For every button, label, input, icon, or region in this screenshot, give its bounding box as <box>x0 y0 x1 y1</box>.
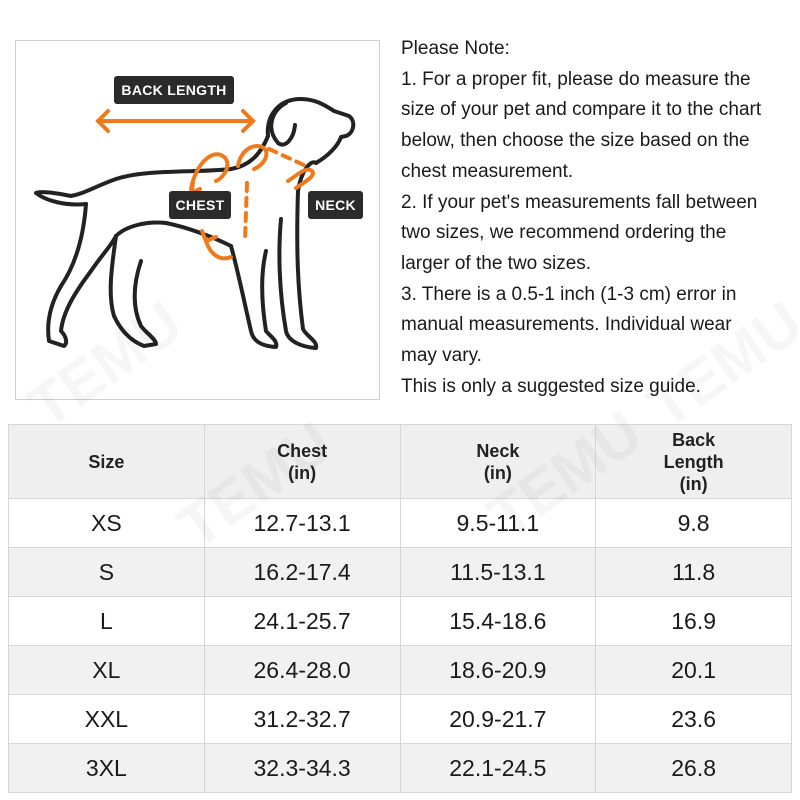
cell-neck: 20.9-21.7 <box>400 695 596 744</box>
cell-neck: 9.5-11.1 <box>400 499 596 548</box>
note-line: manual measurements. Individual wear <box>401 314 732 336</box>
note-line: chest measurement. <box>401 160 574 182</box>
size-chart-table <box>8 424 792 793</box>
cell-size: XXL <box>9 695 205 744</box>
cell-back-length: 26.8 <box>596 744 792 793</box>
table-row <box>9 548 792 597</box>
header-back-length <box>596 425 792 499</box>
cell-neck: 11.5-13.1 <box>400 548 596 597</box>
table-row <box>9 499 792 548</box>
header-unit: (in) <box>483 462 512 483</box>
cell-back-length: 16.9 <box>596 597 792 646</box>
cell-back-length: 23.6 <box>596 695 792 744</box>
cell-chest: 32.3-34.3 <box>204 744 400 793</box>
note-line: 1. For a proper fit, please do measure the <box>401 68 751 90</box>
header-text: Size <box>88 451 125 472</box>
header-text: Chest <box>277 440 328 461</box>
table-row <box>9 695 792 744</box>
note-line: may vary. <box>401 345 482 367</box>
cell-back-length: 9.8 <box>596 499 792 548</box>
table-row <box>9 646 792 695</box>
chest-label: CHEST <box>169 191 231 219</box>
header-text: Back <box>672 429 716 450</box>
note-line: 2. If your pet's measurements fall between <box>401 191 758 213</box>
dog-measurement-diagram <box>15 40 380 400</box>
header-unit: (in) <box>288 462 317 483</box>
note-line: two sizes, we recommend ordering the <box>401 222 727 244</box>
cell-back-length: 20.1 <box>596 646 792 695</box>
cell-neck: 15.4-18.6 <box>400 597 596 646</box>
cell-size: XL <box>9 646 205 695</box>
note-line: This is only a suggested size guide. <box>401 375 701 397</box>
header-text: Neck <box>476 440 520 461</box>
cell-neck: 18.6-20.9 <box>400 646 596 695</box>
back-length-label: BACK LENGTH <box>114 76 234 104</box>
header-neck <box>400 425 596 499</box>
cell-chest: 16.2-17.4 <box>204 548 400 597</box>
note-line: size of your pet and compare it to the chart <box>401 99 762 121</box>
neck-label: NECK <box>308 191 363 219</box>
header-size <box>9 425 205 499</box>
cell-size: S <box>9 548 205 597</box>
cell-chest: 12.7-13.1 <box>204 499 400 548</box>
cell-size: 3XL <box>9 744 205 793</box>
note-line: larger of the two sizes. <box>401 252 592 274</box>
table-row <box>9 597 792 646</box>
note-line: 3. There is a 0.5-1 inch (1-3 cm) error in <box>401 283 737 305</box>
header-text: Length <box>663 451 724 472</box>
cell-size: XS <box>9 499 205 548</box>
table-row <box>9 744 792 793</box>
cell-chest: 24.1-25.7 <box>204 597 400 646</box>
note-line: Please Note: <box>401 38 510 59</box>
size-note <box>401 34 796 402</box>
header-unit: (in) <box>679 473 708 494</box>
cell-chest: 26.4-28.0 <box>204 646 400 695</box>
cell-neck: 22.1-24.5 <box>400 744 596 793</box>
cell-chest: 31.2-32.7 <box>204 695 400 744</box>
table-header-row <box>9 425 792 499</box>
header-chest <box>204 425 400 499</box>
note-line: below, then choose the size based on the <box>401 130 750 152</box>
cell-size: L <box>9 597 205 646</box>
cell-back-length: 11.8 <box>596 548 792 597</box>
